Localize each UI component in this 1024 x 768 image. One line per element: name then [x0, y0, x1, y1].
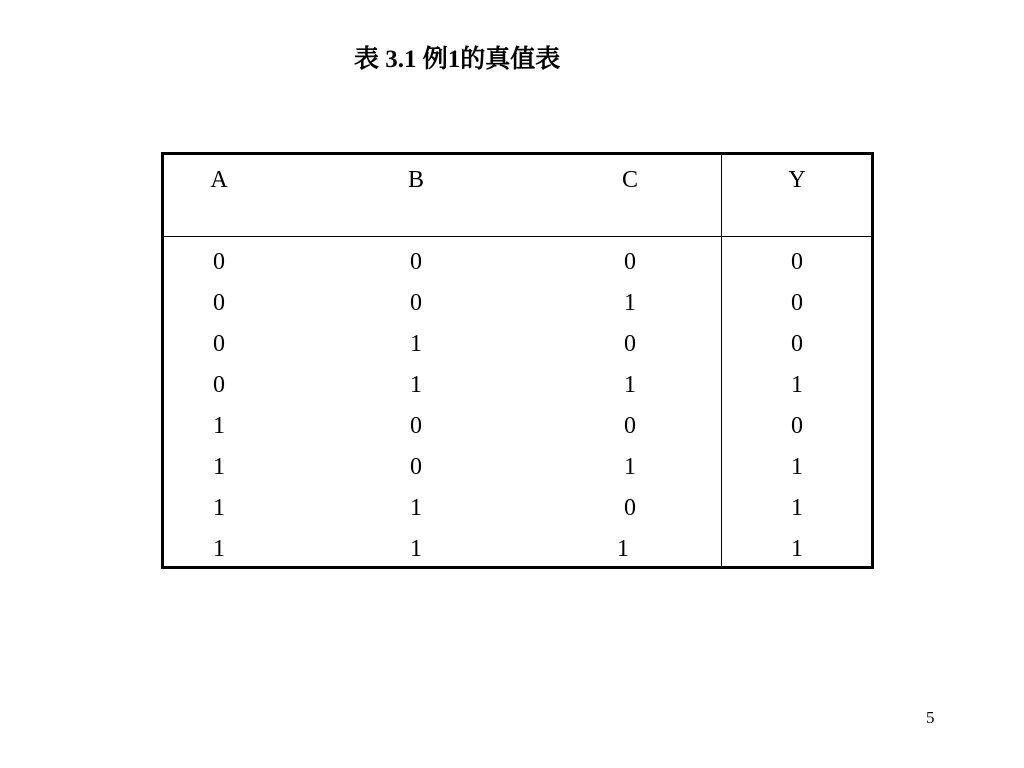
cell-y-row-7: 1 — [791, 495, 803, 521]
cell-a-row-8: 1 — [213, 536, 225, 562]
header-cell-c: C — [621, 167, 639, 193]
cell-b-row-3: 1 — [410, 331, 422, 357]
truth-table — [161, 152, 874, 569]
output-column-divider — [721, 155, 722, 566]
cell-y-row-2: 0 — [791, 290, 803, 316]
cell-y-row-8: 1 — [791, 536, 803, 562]
cell-y-row-4: 1 — [791, 372, 803, 398]
cell-a-row-2: 0 — [213, 290, 225, 316]
header-divider — [164, 236, 871, 237]
cell-y-row-3: 0 — [791, 331, 803, 357]
cell-b-row-8: 1 — [410, 536, 422, 562]
header-cell-a: A — [210, 167, 228, 193]
cell-y-row-6: 1 — [791, 454, 803, 480]
header-cell-b: B — [407, 167, 425, 193]
cell-b-row-7: 1 — [410, 495, 422, 521]
cell-c-row-8: 1 — [617, 536, 629, 562]
header-cell-y: Y — [788, 167, 806, 193]
cell-y-row-1: 0 — [791, 249, 803, 275]
cell-c-row-3: 0 — [624, 331, 636, 357]
cell-b-row-4: 1 — [410, 372, 422, 398]
cell-a-row-6: 1 — [213, 454, 225, 480]
cell-c-row-4: 1 — [624, 372, 636, 398]
cell-c-row-1: 0 — [624, 249, 636, 275]
cell-y-row-5: 0 — [791, 413, 803, 439]
page-number: 5 — [926, 708, 935, 727]
cell-c-row-2: 1 — [624, 290, 636, 316]
cell-a-row-7: 1 — [213, 495, 225, 521]
table-caption: 表 3.1 例1的真值表 — [354, 46, 561, 73]
cell-b-row-5: 0 — [410, 413, 422, 439]
cell-b-row-1: 0 — [410, 249, 422, 275]
cell-a-row-3: 0 — [213, 331, 225, 357]
cell-a-row-5: 1 — [213, 413, 225, 439]
cell-a-row-1: 0 — [213, 249, 225, 275]
cell-c-row-6: 1 — [624, 454, 636, 480]
cell-c-row-7: 0 — [624, 495, 636, 521]
cell-b-row-2: 0 — [410, 290, 422, 316]
cell-b-row-6: 0 — [410, 454, 422, 480]
cell-a-row-4: 0 — [213, 372, 225, 398]
cell-c-row-5: 0 — [624, 413, 636, 439]
